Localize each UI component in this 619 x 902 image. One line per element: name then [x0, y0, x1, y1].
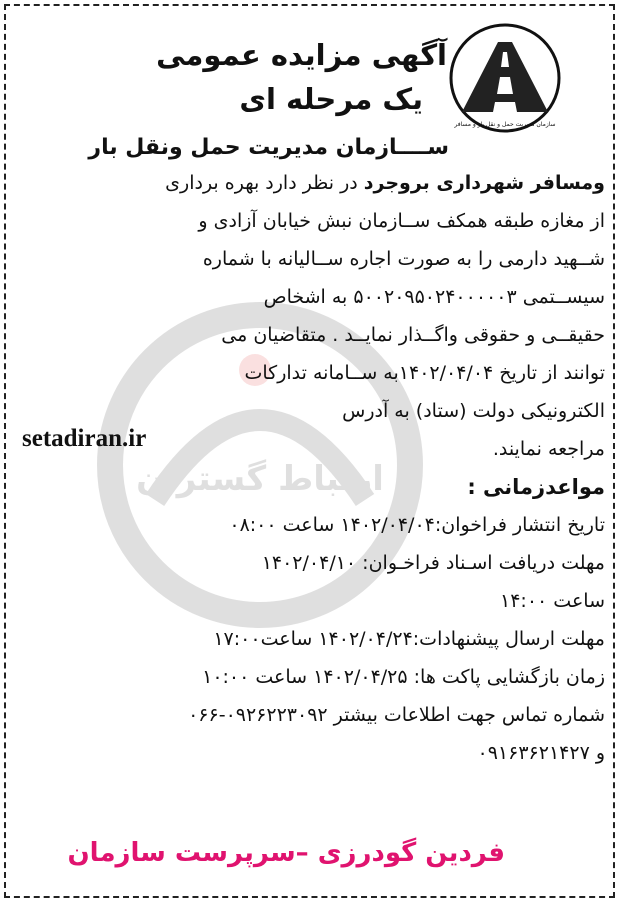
body-line-1-bold: ومسافر شهرداری بروجرد — [363, 172, 605, 194]
body-line-8: مراجعه نمایند. — [492, 438, 605, 460]
organization-logo — [448, 22, 562, 134]
schedule-document-deadline-time: ساعت ۱۴:۰۰ — [500, 590, 605, 612]
schedule-heading: مواعدزمانی : — [467, 475, 605, 499]
schedule-bid-deadline: مهلت ارسال پیشنهادات:۱۴۰۲/۰۴/۲۴ ساعت۱۷:۰۰ — [213, 628, 605, 650]
contact-phone: شماره تماس جهت اطلاعات بیشتر ۰۹۲۶۲۲۳۰۹۲-۰۶۶ — [188, 704, 605, 726]
signature: فردین گودرزی –سرپرست سازمان — [67, 838, 505, 868]
body-line-1-rest: در نظر دارد بهره برداری — [165, 172, 364, 194]
body-line-6: توانند از تاریخ ۱۴۰۲/۰۴/۰۴به ســامانه تدارکات — [244, 362, 605, 384]
watermark-text: ارتباط گستران — [136, 459, 384, 499]
schedule-document-deadline: مهلت دریافت اسـناد فراخـوان: ۱۴۰۲/۰۴/۱۰ — [261, 552, 605, 574]
notice-subtitle: یک مرحله ای — [239, 82, 423, 116]
body-line-2: از مغازه طبقه همکف ســازمان نبش خیابان آزادی و — [198, 210, 605, 232]
body-line-7: الکترونیکی دولت (ستاد) به آدرس — [342, 400, 605, 422]
notice-title: آگهی مزایده عمومی — [156, 38, 447, 72]
contact-phone-mobile: و ۰۹۱۶۳۶۲۱۴۲۷ — [477, 742, 605, 764]
logo-caption: سازمان مدیریت حمل و نقل بار و مسافر — [454, 121, 556, 128]
website-url: setadiran.ir — [22, 425, 147, 452]
organization-line: ســــازمان مدیریت حمل ونقل بار — [88, 135, 449, 160]
body-line-4: سیســتمی ۵۰۰۲۰۹۵۰۲۴۰۰۰۰۰۳ به اشخاص — [263, 286, 605, 308]
body-line-1 — [165, 168, 605, 198]
schedule-publish-date: تاریخ انتشار فراخوان:۱۴۰۲/۰۴/۰۴ ساعت ۰۸:۰۰ — [229, 514, 605, 536]
schedule-opening-time: زمان بازگشایی پاکت ها: ۱۴۰۲/۰۴/۲۵ ساعت ۱۰:۰۰ — [202, 666, 605, 688]
body-line-3: شــهید دارمی را به صورت اجاره ســالیانه با شماره — [202, 248, 605, 270]
body-line-5: حقیقــی و حقوقی واگــذار نمایــد . متقاضیان می — [221, 324, 605, 346]
